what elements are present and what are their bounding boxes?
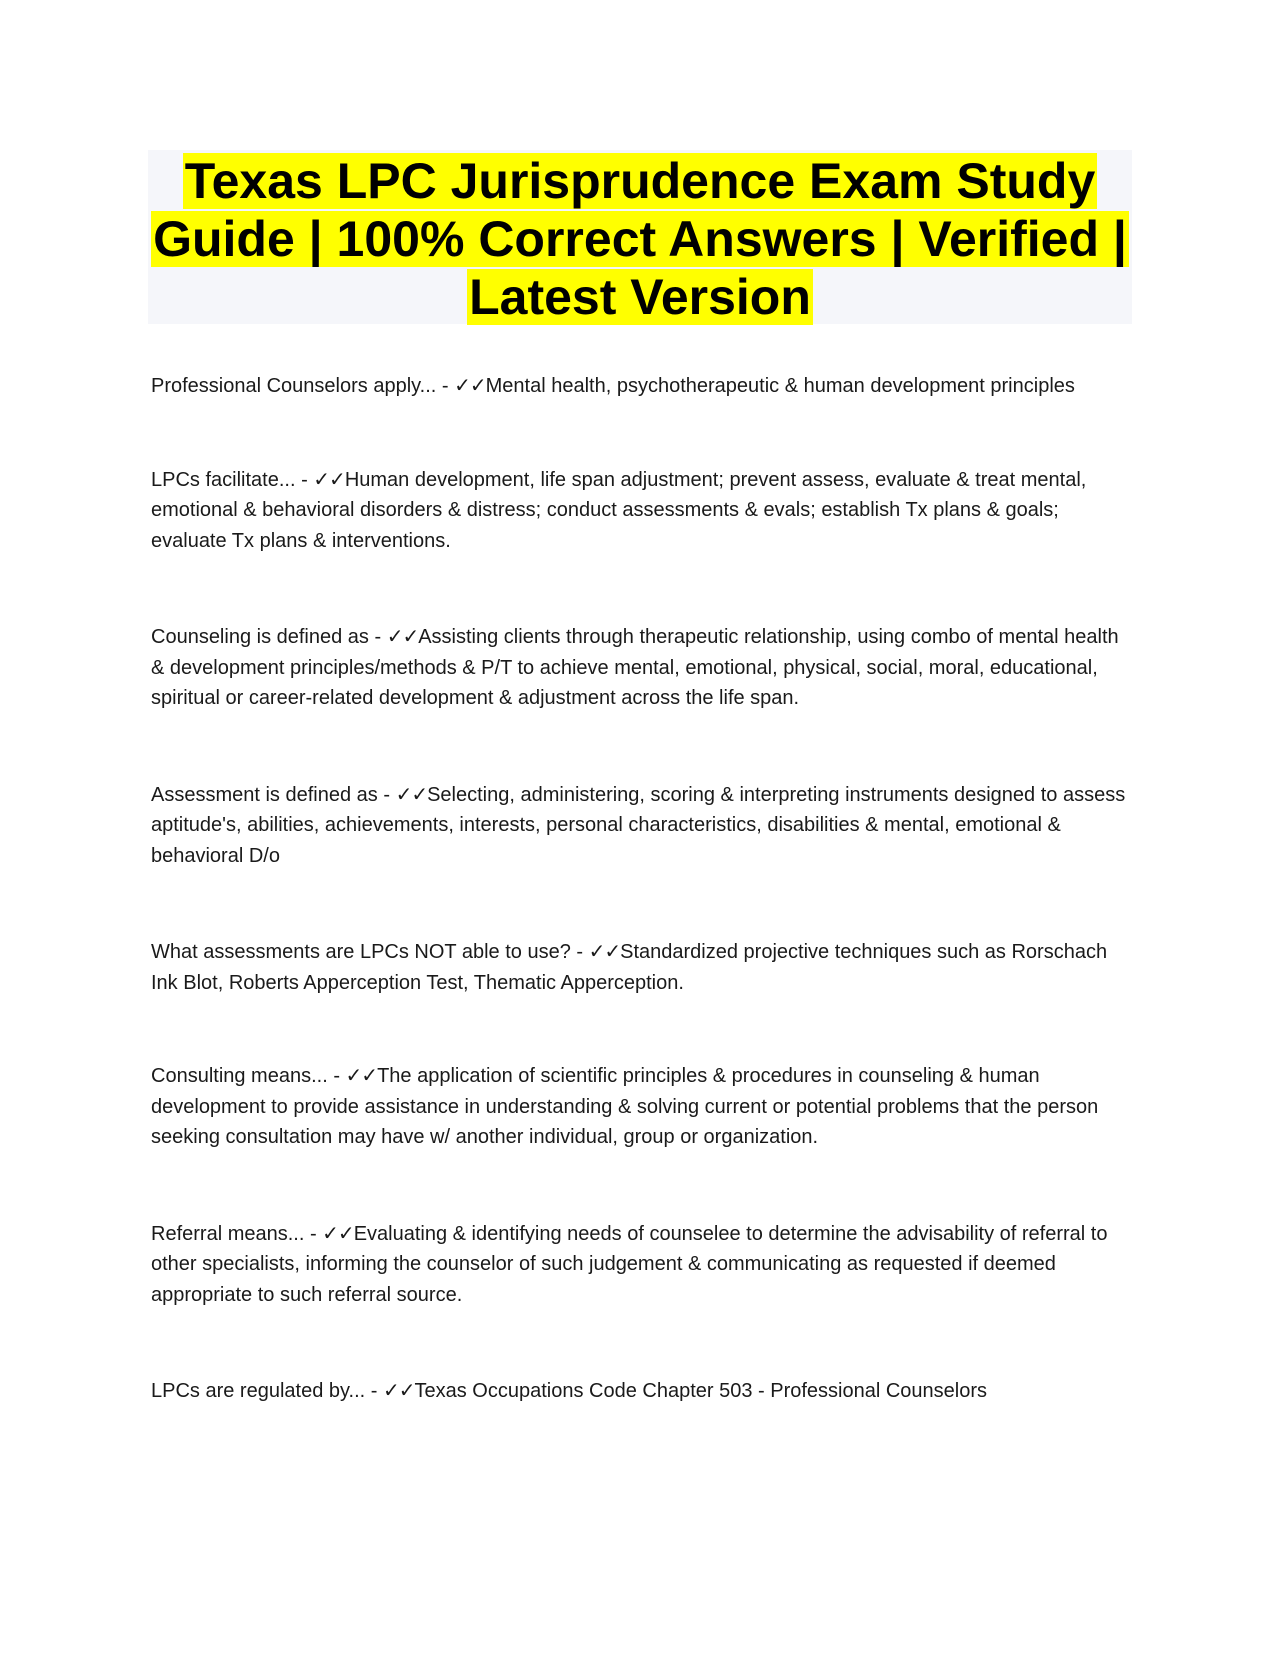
qa-item [151, 779, 1136, 872]
qa-separator: - [377, 783, 396, 806]
qa-list [151, 370, 1136, 1472]
check-mark-icon: ✓✓ [345, 1063, 378, 1087]
qa-item [151, 1218, 1136, 1311]
qa-answer: Assisting clients through therapeutic relationship, using combo of mental health & development principles/methods & P/T to achieve mental, emotional, physical, social, moral, educational, spiritual or career-related development & adjustment across the life span. [151, 626, 1119, 709]
document-title-text: Texas LPC Jurisprudence Exam Study Guide | 100% Correct Answers | Verified | Latest Version [153, 153, 1127, 325]
qa-question: What assessments are LPCs NOT able to use? [151, 941, 571, 963]
check-mark-icon: ✓✓ [588, 939, 621, 963]
check-mark-icon: ✓✓ [454, 373, 486, 397]
qa-question: LPCs are regulated by... [151, 1380, 366, 1402]
qa-separator: - [368, 626, 387, 648]
qa-answer: Selecting, administering, scoring & interpreting instruments designed to assess aptitude's, abilities, achievements, interests, personal characteristics, disabilities & mental, emotional & behavioral D/o [151, 783, 1126, 867]
qa-item [151, 370, 1136, 402]
qa-answer: Evaluating & identifying needs of counselee to determine the advisability of referral to other specialists, informing the counselor of such judgement & communicating as requested if deemed appropriate to such referral source. [151, 1222, 1108, 1306]
qa-answer: Human development, life span adjustment; prevent assess, evaluate & treat mental, emotional & behavioral disorders & distress; conduct assessments & evals; establish Tx plans & goals; evaluate Tx plans & interventions. [151, 468, 1087, 552]
check-mark-icon: ✓✓ [313, 466, 345, 491]
qa-answer: Mental health, psychotherapeutic & human development principles [485, 375, 1075, 397]
qa-answer: The application of scientific principles & procedures in counseling & human development to provide assistance in understanding & solving current or potential problems that the person seeking consultation may have w/ another individual, group or organization. [151, 1065, 1099, 1148]
qa-answer: Standardized projective techniques such as Rorschach Ink Blot, Roberts Apperception Test, Thematic Apperception. [151, 941, 1108, 994]
qa-item [151, 621, 1136, 714]
qa-question: Counseling is defined as [151, 626, 369, 648]
qa-item [151, 1375, 1136, 1407]
qa-separator: - [295, 468, 314, 491]
qa-separator: - [365, 1380, 383, 1402]
qa-item [151, 936, 1136, 998]
qa-question: Referral means... [151, 1222, 305, 1245]
qa-question: LPCs facilitate... [151, 468, 296, 491]
check-mark-icon: ✓✓ [382, 1378, 415, 1402]
qa-answer: Texas Occupations Code Chapter 503 - Professional Counselors [414, 1380, 988, 1402]
qa-separator: - [436, 375, 455, 397]
check-mark-icon: ✓✓ [386, 624, 419, 648]
qa-question: Professional Counselors apply... [151, 375, 437, 397]
qa-item [151, 464, 1136, 557]
document-title [148, 150, 1132, 326]
qa-separator: - [304, 1222, 323, 1245]
qa-question: Consulting means... [151, 1065, 328, 1087]
qa-separator: - [327, 1065, 346, 1087]
title-block [148, 150, 1132, 324]
qa-separator: - [570, 941, 589, 963]
qa-item [151, 1060, 1136, 1153]
qa-question: Assessment is defined as [151, 783, 378, 806]
check-mark-icon: ✓✓ [395, 781, 428, 806]
check-mark-icon: ✓✓ [322, 1220, 354, 1245]
